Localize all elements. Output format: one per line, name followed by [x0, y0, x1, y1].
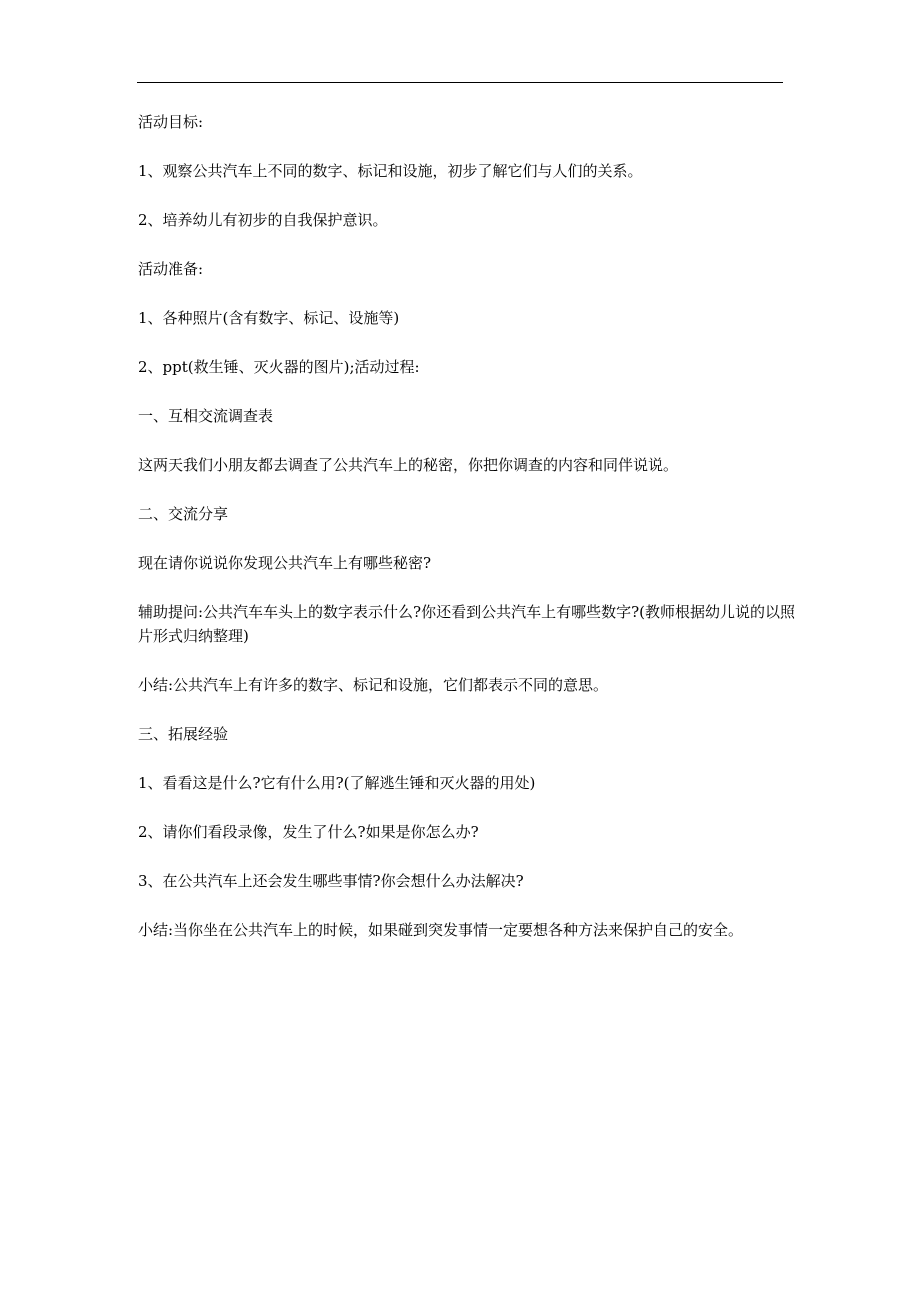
section-2-question: 现在请你说说你发现公共汽车上有哪些秘密? — [138, 554, 432, 572]
section-3-item-3: 3、在公共汽车上还会发生哪些事情?你会想什么办法解决? — [138, 872, 524, 890]
final-summary: 小结:当你坐在公共汽车上的时候，如果碰到突发事情一定要想各种方法来保护自己的安全。 — [138, 921, 744, 939]
section-heading-1: 一、互相交流调查表 — [138, 407, 274, 425]
section-heading-3: 三、拓展经验 — [138, 725, 229, 743]
section-heading-2: 二、交流分享 — [138, 505, 229, 523]
section-2-summary: 小结:公共汽车上有许多的数字、标记和设施，它们都表示不同的意思。 — [138, 676, 609, 694]
objective-item-2: 2、培养幼儿有初步的自我保护意识。 — [138, 211, 388, 229]
preparation-item-2: 2、ppt(救生锤、灭火器的图片);活动过程: — [138, 358, 420, 376]
preparation-item-1: 1、各种照片(含有数字、标记、设施等) — [138, 309, 400, 327]
heading-objectives: 活动目标: — [138, 113, 204, 131]
section-3-item-2: 2、请你们看段录像，发生了什么?如果是你怎么办? — [138, 823, 479, 841]
header-rule — [137, 82, 783, 83]
document-body — [138, 110, 798, 967]
heading-preparation: 活动准备: — [138, 260, 204, 278]
section-1-text: 这两天我们小朋友都去调查了公共汽车上的秘密，你把你调查的内容和同伴说说。 — [138, 456, 679, 474]
objective-item-1: 1、观察公共汽车上不同的数字、标记和设施，初步了解它们与人们的关系。 — [138, 162, 643, 180]
section-2-auxiliary-questions: 辅助提问:公共汽车车头上的数字表示什么?你还看到公共汽车上有哪些数字?(教师根据幼儿说的以照片形式归纳整理) — [138, 603, 795, 645]
section-3-item-1: 1、看看这是什么?它有什么用?(了解逃生锤和灭火器的用处) — [138, 774, 536, 792]
